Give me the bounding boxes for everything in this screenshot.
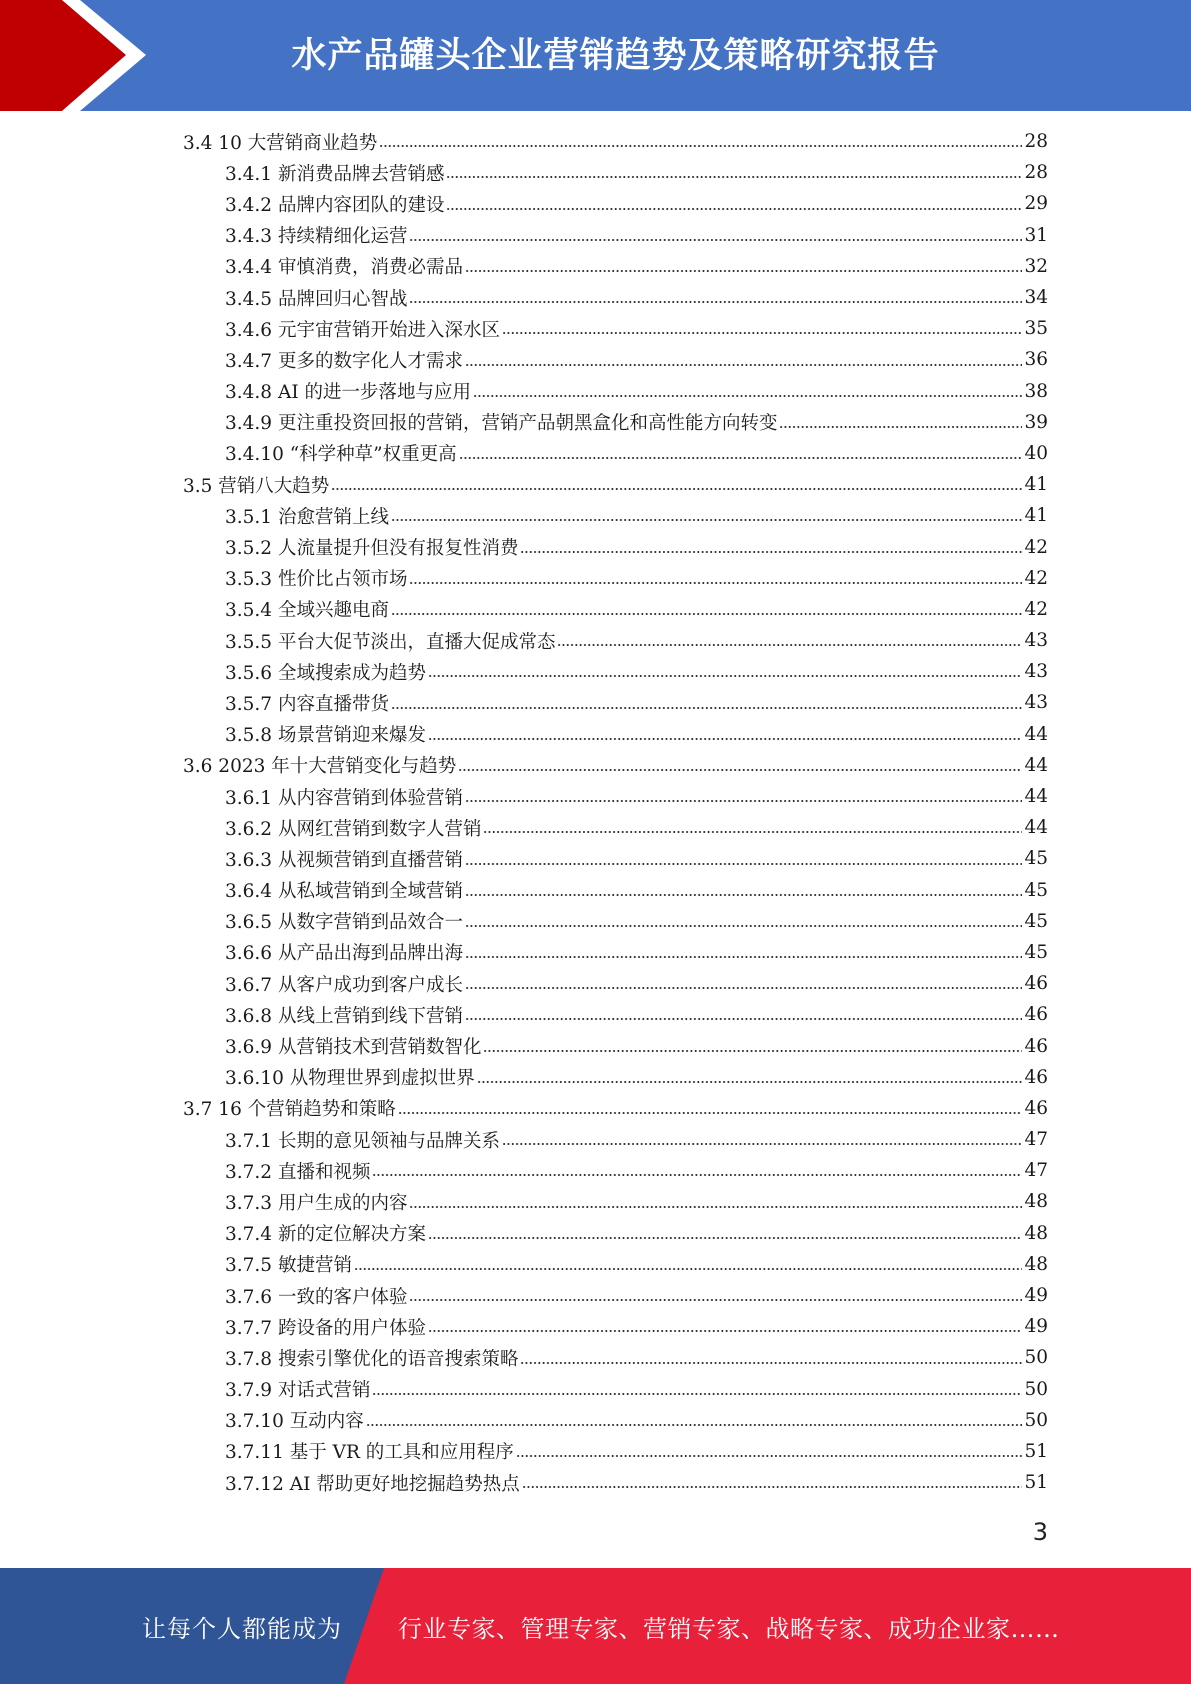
toc-dot-leader [398,1111,1023,1115]
toc-entry-page: 42 [1024,598,1048,620]
toc-entry-label: 3.7.4 新的定位解决方案 [225,1224,426,1246]
toc-entry[interactable] [183,1124,1048,1155]
toc-entry-label: 3.4.6 元宇宙营销开始进入深水区 [225,319,500,341]
toc-entry[interactable] [183,1280,1048,1311]
toc-entry[interactable] [183,157,1048,188]
toc-entry-label: 3.5.3 性价比占领市场 [225,569,408,591]
toc-dot-leader [483,830,1022,834]
toc-entry-page: 45 [1024,910,1048,932]
toc-dot-leader [428,674,1022,678]
toc-entry[interactable] [183,687,1048,718]
toc-entry-page: 49 [1024,1316,1048,1338]
toc-entry-page: 50 [1024,1409,1048,1431]
toc-dot-leader [428,1329,1022,1333]
toc-entry[interactable] [183,1467,1048,1498]
toc-dot-leader [409,1298,1022,1302]
toc-dot-leader [446,207,1022,211]
toc-dot-leader [465,955,1022,959]
header-title: 水产品罐头企业营销趋势及策略研究报告 [291,36,940,76]
toc-entry-page: 50 [1024,1378,1048,1400]
toc-dot-leader [379,144,1022,148]
toc-entry[interactable] [183,1249,1048,1280]
toc-entry-label: 3.5.2 人流量提升但没有报复性消费 [225,538,519,560]
toc-entry-label: 3.5.7 内容直播带货 [225,693,389,715]
toc-entry[interactable] [183,407,1048,438]
toc-entry[interactable] [183,1342,1048,1373]
toc-entry-page: 46 [1024,1066,1048,1088]
toc-entry[interactable] [183,126,1048,157]
toc-dot-leader [409,581,1022,585]
toc-entry[interactable] [183,968,1048,999]
toc-entry-page: 34 [1024,287,1048,309]
toc-entry-page: 41 [1024,505,1048,527]
page-footer [0,1568,1191,1684]
toc-dot-leader [391,706,1022,710]
toc-entry[interactable] [183,750,1048,781]
toc-entry[interactable] [183,220,1048,251]
chevron-arrow-icon [0,0,160,111]
toc-entry-page: 36 [1024,349,1048,371]
toc-entry-page: 28 [1024,162,1048,184]
toc-dot-leader [428,737,1022,741]
toc-entry-label: 3.7.7 跨设备的用户体验 [225,1317,426,1339]
toc-entry-page: 28 [1024,131,1048,153]
toc-dot-leader [465,924,1022,928]
toc-entry-label: 3.7.6 一致的客户体验 [225,1286,408,1308]
toc-dot-leader [366,1423,1023,1427]
toc-entry-page: 45 [1024,879,1048,901]
toc-entry-label: 3.6.2 从网红营销到数字人营销 [225,818,482,840]
toc-entry-page: 45 [1024,941,1048,963]
toc-entry[interactable] [183,594,1048,625]
toc-entry-page: 49 [1024,1285,1048,1307]
toc-entry-label: 3.6.5 从数字营销到品效合一 [225,912,463,934]
toc-entry-page: 41 [1024,474,1048,496]
toc-dot-leader [502,331,1022,335]
toc-entry-label: 3.7.9 对话式营销 [225,1380,371,1402]
toc-dot-leader [522,1485,1023,1489]
toc-entry-label: 3.6.10 从物理世界到虚拟世界 [225,1068,475,1090]
toc-entry[interactable] [183,843,1048,874]
toc-dot-leader [520,1361,1022,1365]
toc-dot-leader [779,425,1022,429]
toc-entry-label: 3.4.3 持续精细化运营 [225,226,408,248]
toc-entry[interactable] [183,1155,1048,1186]
toc-entry-label: 3.4 10 大营销商业趋势 [183,132,378,154]
toc-entry[interactable] [183,376,1048,407]
toc-entry-page: 44 [1024,786,1048,808]
toc-entry[interactable] [183,812,1048,843]
toc-entry-label: 3.7.5 敏捷营销 [225,1255,352,1277]
toc-dot-leader [465,862,1022,866]
toc-entry-label: 3.7.1 长期的意见领袖与品牌关系 [225,1130,500,1152]
toc-entry-label: 3.6.6 从产品出海到品牌出海 [225,943,463,965]
toc-entry-label: 3.4.2 品牌内容团队的建设 [225,194,445,216]
toc-entry[interactable] [183,1436,1048,1467]
toc-entry-label: 3.4.10 “科学种草”权重更高 [225,444,457,466]
toc-entry-label: 3.5.8 场景营销迎来爆发 [225,725,426,747]
toc-entry-label: 3.5.1 治愈营销上线 [225,506,389,528]
toc-dot-leader [465,363,1022,367]
toc-entry[interactable] [183,1374,1048,1405]
toc-entry[interactable] [183,1186,1048,1217]
toc-dot-leader [516,1454,1023,1458]
toc-entry[interactable] [183,1405,1048,1436]
toc-entry[interactable] [183,719,1048,750]
toc-dot-leader [446,175,1022,179]
toc-dot-leader [409,1205,1022,1209]
toc-entry[interactable] [183,469,1048,500]
toc-dot-leader [465,799,1022,803]
toc-entry-label: 3.4.5 品牌回归心智战 [225,288,408,310]
toc-entry-page: 46 [1024,1004,1048,1026]
toc-entry-label: 3.5.5 平台大促节淡出，直播大促成常态 [225,631,556,653]
toc-entry-page: 44 [1024,723,1048,745]
toc-entry-label: 3.4.4 审慎消费，消费必需品 [225,257,463,279]
toc-entry-label: 3.7.8 搜索引擎优化的语音搜索策略 [225,1348,519,1370]
toc-entry-label: 3.5 营销八大趋势 [183,475,330,497]
toc-dot-leader [428,1236,1022,1240]
toc-entry-page: 48 [1024,1222,1048,1244]
toc-entry-label: 3.7.10 互动内容 [225,1411,364,1433]
toc-dot-leader [483,1049,1022,1053]
toc-entry[interactable] [183,344,1048,375]
toc-dot-leader [372,1173,1022,1177]
toc-entry[interactable] [183,906,1048,937]
toc-entry[interactable] [183,875,1048,906]
table-of-contents [183,126,1048,1498]
toc-entry[interactable] [183,1311,1048,1342]
toc-entry-page: 47 [1024,1160,1048,1182]
toc-entry[interactable] [183,1218,1048,1249]
toc-entry-label: 3.4.7 更多的数字化人才需求 [225,350,463,372]
toc-dot-leader [557,643,1022,647]
toc-entry[interactable] [183,563,1048,594]
toc-entry[interactable] [183,531,1048,562]
toc-entry-label: 3.6.7 从客户成功到客户成长 [225,974,463,996]
toc-dot-leader [409,238,1022,242]
toc-entry-page: 40 [1024,442,1048,464]
toc-dot-leader [465,269,1022,273]
toc-dot-leader [391,612,1022,616]
toc-entry-page: 47 [1024,1129,1048,1151]
footer-slogan-right: 行业专家、管理专家、营销专家、战略专家、成功企业家…… [398,1614,1060,1643]
toc-entry[interactable] [183,313,1048,344]
toc-dot-leader [465,986,1022,990]
toc-entry[interactable] [183,251,1048,282]
toc-dot-leader [520,550,1022,554]
toc-entry-page: 31 [1024,224,1048,246]
toc-entry-label: 3.7.12 AI 帮助更好地挖掘趋势热点 [225,1473,520,1495]
toc-dot-leader [465,893,1022,897]
toc-entry-page: 51 [1024,1472,1048,1494]
toc-dot-leader [465,1017,1022,1021]
toc-entry[interactable] [183,1030,1048,1061]
toc-entry-label: 3.6 2023 年十大营销变化与趋势 [183,756,457,778]
toc-entry-page: 42 [1024,536,1048,558]
toc-entry-label: 3.4.8 AI 的进一步落地与应用 [225,382,472,404]
toc-entry-page: 43 [1024,692,1048,714]
toc-dot-leader [354,1267,1023,1271]
toc-entry-label: 3.6.3 从视频营销到直播营销 [225,849,463,871]
toc-entry-page: 35 [1024,318,1048,340]
toc-dot-leader [331,487,1022,491]
toc-entry-page: 45 [1024,848,1048,870]
toc-entry[interactable] [183,937,1048,968]
toc-entry-label: 3.7.11 基于 VR 的工具和应用程序 [225,1442,514,1464]
toc-entry-page: 43 [1024,661,1048,683]
toc-entry-label: 3.5.4 全域兴趣电商 [225,600,389,622]
toc-entry-page: 46 [1024,1035,1048,1057]
toc-entry[interactable] [183,999,1048,1030]
toc-entry-page: 48 [1024,1191,1048,1213]
toc-entry-page: 51 [1024,1440,1048,1462]
toc-entry[interactable] [183,1093,1048,1124]
toc-entry-label: 3.6.4 从私域营销到全域营销 [225,881,463,903]
toc-entry[interactable] [183,781,1048,812]
toc-entry[interactable] [183,188,1048,219]
toc-entry[interactable] [183,625,1048,656]
toc-entry-page: 42 [1024,567,1048,589]
toc-entry[interactable] [183,282,1048,313]
toc-entry-page: 44 [1024,754,1048,776]
toc-entry-label: 3.4.9 更注重投资回报的营销，营销产品朝黑盒化和高性能方向转变 [225,413,778,435]
toc-dot-leader [473,394,1022,398]
toc-entry-page: 29 [1024,193,1048,215]
toc-entry-page: 46 [1024,973,1048,995]
toc-dot-leader [409,300,1022,304]
toc-dot-leader [502,1142,1022,1146]
toc-entry-label: 3.7.2 直播和视频 [225,1161,371,1183]
toc-entry-label: 3.7.3 用户生成的内容 [225,1192,408,1214]
toc-entry-page: 39 [1024,411,1048,433]
toc-dot-leader [391,518,1022,522]
footer-slogan-left: 让每个人都能成为 [142,1614,342,1643]
toc-entry-page: 50 [1024,1347,1048,1369]
toc-entry[interactable] [183,1062,1048,1093]
toc-entry-page: 43 [1024,630,1048,652]
toc-dot-leader [477,1080,1023,1084]
toc-entry-label: 3.7 16 个营销趋势和策略 [183,1099,396,1121]
toc-entry-label: 3.6.8 从线上营销到线下营销 [225,1005,463,1027]
toc-dot-leader [458,768,1022,772]
toc-dot-leader [459,456,1023,460]
toc-entry-label: 3.6.9 从营销技术到营销数智化 [225,1037,482,1059]
page-header [0,0,1191,111]
page-number: 3 [1032,1518,1048,1546]
toc-entry-page: 48 [1024,1253,1048,1275]
toc-entry-page: 32 [1024,255,1048,277]
toc-entry-page: 46 [1024,1097,1048,1119]
toc-dot-leader [372,1392,1022,1396]
toc-entry[interactable] [183,438,1048,469]
toc-entry[interactable] [183,500,1048,531]
toc-entry-label: 3.5.6 全域搜索成为趋势 [225,662,426,684]
toc-entry[interactable] [183,656,1048,687]
toc-entry-label: 3.6.1 从内容营销到体验营销 [225,787,463,809]
toc-entry-page: 38 [1024,380,1048,402]
toc-entry-page: 44 [1024,817,1048,839]
toc-entry-label: 3.4.1 新消费品牌去营销感 [225,163,445,185]
